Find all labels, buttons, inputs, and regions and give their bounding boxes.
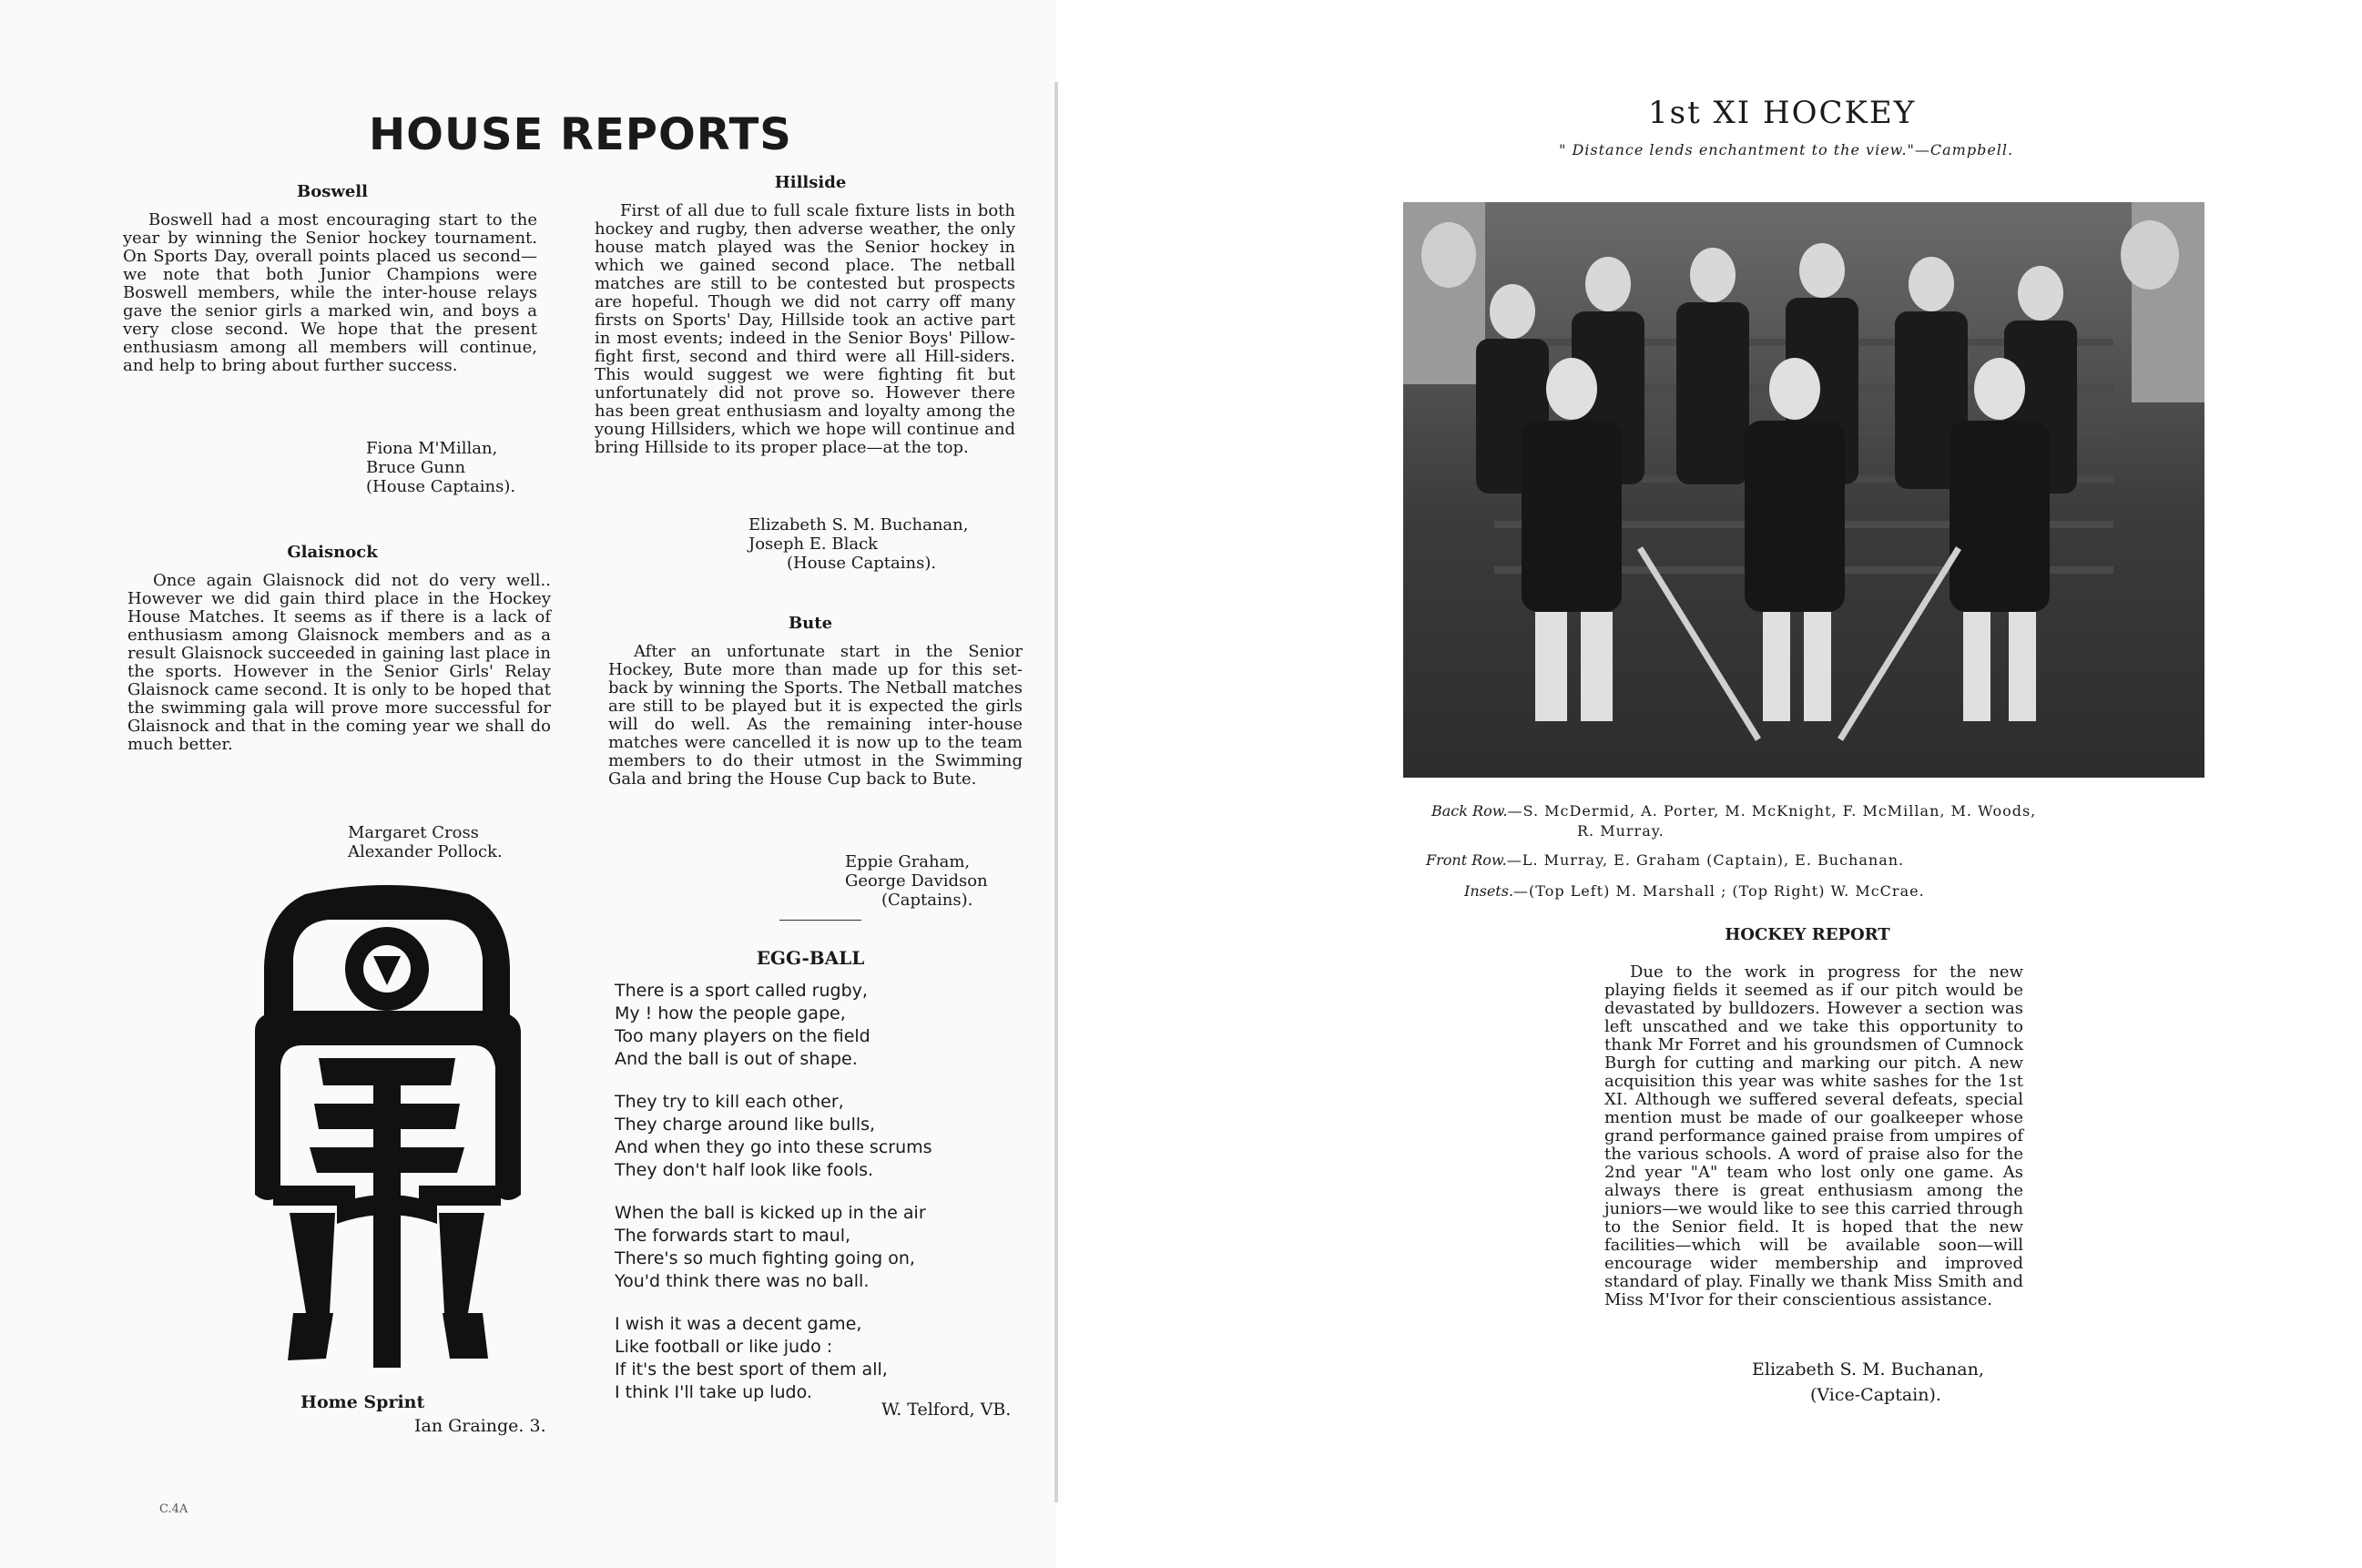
poem-line: Like football or like judo : <box>615 1337 833 1357</box>
caption-back-label: Back Row. <box>1431 802 1508 820</box>
caption-insets-names: —(Top Left) M. Marshall ; (Top Right) W. McCrae. <box>1513 882 1925 900</box>
poem-line: If it's the best sport of them all, <box>615 1359 888 1380</box>
artwork-artist: Ian Grainge. 3. <box>414 1416 546 1436</box>
bute-text <box>608 643 1023 789</box>
hillside-paragraph: First of all due to full scale fixture lists in both hockey and rugby, then adverse weather, the only house match played was the Senior hockey in which we gained second place. The netball matches are still to be contested but prospects are hopeful. Though we did not carry off many firsts on Sports' Day, Hillside took an active part in most events; indeed in the Senior Boys' Pillow-fight first, second and third were all Hill-siders. This would suggest we were fighting fit but unfortunately did not prove so. However there has been great enthusiasm and loyalty among the young Hillsiders, which we hope will continue and bring Hillside to its proper place—at the top. <box>595 201 1015 457</box>
poem-line: When the ball is kicked up in the air <box>615 1203 926 1223</box>
house-reports-title: HOUSE REPORTS <box>369 109 792 160</box>
caption-back-row <box>1431 801 2214 841</box>
caption-back-names-2: R. Murray. <box>1577 822 1665 840</box>
team-photo <box>1403 202 2204 778</box>
boswell-signature <box>366 439 515 496</box>
hillside-sig-1: Elizabeth S. M. Buchanan, <box>748 515 969 535</box>
poem-line: The forwards start to maul, <box>615 1226 851 1246</box>
glaisnock-signature <box>348 823 503 861</box>
glaisnock-text <box>127 572 551 754</box>
glaisnock-paragraph: Once again Glaisnock did not do very well.. However we did gain third place in the Hockey House Matches. It seems as if there is a lack of enthusiasm among Glaisnock members and as a result Glaisnock succeeded in gaining last place in the sports. However in the Senior Girls' Relay Glaisnock came second. It is only to be hoped that the swimming gala will prove more successful for Glaisnock and that in the coming year we shall do much better. <box>127 571 551 754</box>
epigraph: " Distance lends enchantment to the view."—Campbell. <box>1559 141 2014 158</box>
page-mark: C.4A <box>159 1502 188 1516</box>
eggball-heading: EGG-BALL <box>756 947 865 969</box>
caption-insets-label: Insets. <box>1464 882 1514 900</box>
home-sprint-illustration <box>219 885 555 1379</box>
artwork-title: Home Sprint <box>300 1392 425 1412</box>
page-fold <box>1054 82 1058 1502</box>
bute-sig-2: George Davidson <box>845 871 988 891</box>
left-page <box>0 0 1056 1568</box>
poem-line: And when they go into these scrums <box>615 1137 932 1157</box>
poem-stanza <box>615 980 1015 1071</box>
poem-stanza <box>615 1091 1015 1182</box>
boswell-paragraph: Boswell had a most encouraging start to the year by winning the Senior hockey tournament. On Sports Day, overall points placed us second—we note that both Junior Champions were Boswell members, while the inter-house relays gave the senior girls a marked win, and boys a very close second. We hope that the present enthusiasm among all members will continue, and help to bring about further success. <box>123 210 537 375</box>
bute-paragraph: After an unfortunate start in the Senior Hockey, Bute more than made up for this set-back by winning the Sports. The Netball matches are still to be played but it is expected the girls will do well. As the remaining inter-house matches were cancelled it is now up to the team members to do their utmost in the Swimming Gala and bring the House Cup back to Bute. <box>608 642 1023 789</box>
hillside-signature <box>748 515 968 573</box>
section-divider <box>779 920 861 921</box>
eggball-author: W. Telford, VB. <box>881 1400 1012 1420</box>
poem-line: I wish it was a decent game, <box>615 1314 862 1334</box>
hillside-text <box>595 202 1015 457</box>
caption-front-label: Front Row. <box>1426 851 1507 869</box>
poem-line: My ! how the people gape, <box>615 1003 846 1023</box>
glaisnock-heading: Glaisnock <box>287 543 378 562</box>
hillside-heading: Hillside <box>774 173 847 192</box>
hockey-title: 1st XI HOCKEY <box>1648 95 1917 131</box>
caption-back-names: —S. McDermid, A. Porter, M. McKnight, F. McMillan, M. Woods, <box>1507 802 2037 820</box>
poem-line: They don't half look like fools. <box>615 1160 874 1180</box>
poem-stanza <box>615 1202 1015 1293</box>
bute-sig-3: (Captains). <box>881 891 973 910</box>
hockey-report-paragraph: Due to the work in progress for the new playing fields it seemed as if our pitch would be devastated by bulldozers. However a section was left unscathed and we take this opportunity to thank Mr Forret and his groundsmen of Cumnock Burgh for cutting and marking our pitch. A new acquisition this year was white sashes for the 1st XI. Although we suffered several defeats, special mention must be made of our goalkeeper whose grand performance gained praise from umpires of the various schools. A word of praise also for the 2nd year "A" team who lost only one game. As always there is great enthusiasm among the juniors—we would like to see this carried through to the Senior field. It is hoped that the new facilities—which will be available soon—will encourage wider membership and improved standard of play. Finally we thank Miss Smith and Miss M'Ivor for their conscientious assistance. <box>1604 962 2023 1309</box>
poem-line: They try to kill each other, <box>615 1092 844 1112</box>
hockey-report-heading: HOCKEY REPORT <box>1725 925 1890 944</box>
poem-line: There is a sport called rugby, <box>615 981 868 1001</box>
boswell-sig-3: (House Captains). <box>366 477 516 496</box>
boswell-sig-1: Fiona M'Millan, <box>366 439 498 458</box>
bute-signature <box>845 852 988 910</box>
poem-line: Too many players on the field <box>615 1026 870 1046</box>
poem-stanza <box>615 1313 1015 1404</box>
boswell-text <box>123 211 537 375</box>
poem-line: And the ball is out of shape. <box>615 1049 858 1069</box>
hillside-sig-2: Joseph E. Black <box>748 535 879 554</box>
poem-line: They charge around like bulls, <box>615 1115 876 1135</box>
bute-sig-1: Eppie Graham, <box>845 852 971 871</box>
hillside-sig-3: (House Captains). <box>787 554 937 573</box>
glaisnock-sig-1: Margaret Cross <box>348 823 479 842</box>
poem-line: You'd think there was no ball. <box>615 1271 870 1291</box>
caption-front-names: —L. Murray, E. Graham (Captain), E. Buchanan. <box>1506 851 1905 869</box>
team-photo-icon <box>1403 202 2204 778</box>
boswell-heading: Boswell <box>297 182 368 201</box>
bute-heading: Bute <box>788 614 833 633</box>
caption-insets <box>1464 881 1925 901</box>
caption-front-row <box>1426 850 1904 871</box>
eggball-poem <box>615 980 1015 1424</box>
hockey-report-sig-2: (Vice-Captain). <box>1810 1385 1941 1405</box>
poem-line: I think I'll take up ludo. <box>615 1382 812 1402</box>
hockey-report-text <box>1604 963 2023 1309</box>
boswell-sig-2: Bruce Gunn <box>366 458 466 477</box>
glaisnock-sig-2: Alexander Pollock. <box>348 842 503 861</box>
poem-line: There's so much fighting going on, <box>615 1248 915 1268</box>
hockey-report-sig-1: Elizabeth S. M. Buchanan, <box>1752 1359 1984 1380</box>
cyclist-icon <box>219 885 555 1379</box>
